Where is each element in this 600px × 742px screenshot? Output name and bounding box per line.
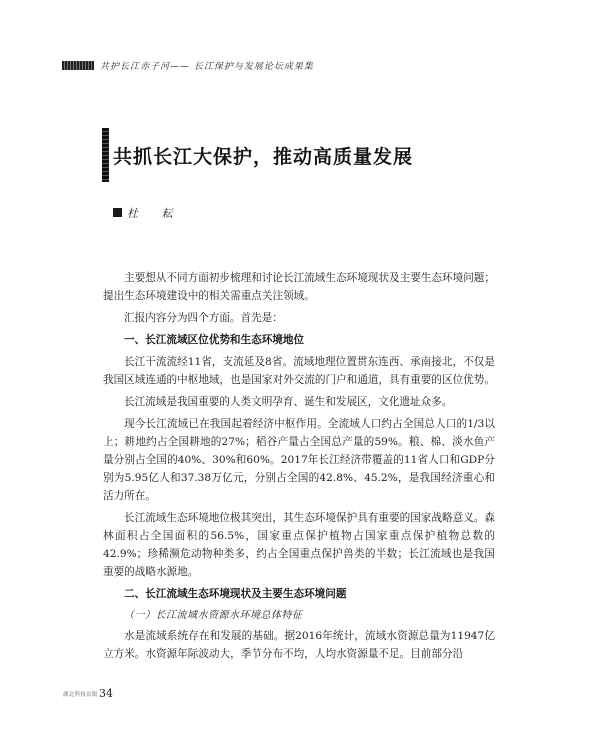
paragraph: 长江流域是我国重要的人类文明孕育、诞生和发展区，文化遗址众多。	[124, 396, 453, 408]
publisher-logo: 湖北科技出版	[63, 692, 98, 698]
subsection-heading: （一）长江流域水资源水环境总体特征	[124, 610, 303, 621]
title-accent-bar	[102, 128, 109, 182]
running-header	[62, 59, 542, 73]
paragraph: 长江流域生态环境地位极其突出，其生态环境保护具有重要的国家战略意义。森林面积占全国面积的56.5%，国家重点保护植物占国家重点保护植物总数的42.9%；珍稀濒危动物种类多，约占全国重点保护兽类的半数；长江流域也是我国重要的战略水源地。	[103, 512, 495, 578]
paragraph: 汇报内容分为四个方面。首先是：	[124, 312, 283, 324]
page-number: 34	[99, 687, 113, 700]
author-marker-icon	[113, 208, 122, 217]
paragraph: 现今长江流域已在我国起着经济中枢作用。全流域人口约占全国总人口的1/3以上；耕地约占全国耕地的27%；稻谷产量占全国总产量的59%。粮、棉、淡水鱼产量分别占全国的40%、30%和60%。2017年长江经济带覆盖的11省人口和GDP分别为5.95亿人和37.38万亿元，分别占全国的42.8%、45.2%，是我国经济重心和活力所在。	[103, 418, 495, 502]
author-name: 杜 耘	[127, 207, 183, 220]
article-body	[103, 269, 495, 667]
paragraph: 长江干流流经11省，支流延及8省。流域地理位置贯东连西、承南接北，不仅是我国区域连通的中枢地域，也是国家对外交流的门户和通道，具有重要的区位优势。	[103, 356, 495, 386]
running-title: 共护长江赤子河—— 长江保护与发展论坛成果集	[100, 62, 314, 72]
section-heading: 一、长江流域区位优势和生态环境地位	[124, 334, 305, 346]
paragraph: 水是流域系统存在和发展的基础。据2016年统计，流域水资源总量为11947亿立方米。水资源年际波动大，季节分布不均，人均水资源量不足。目前部分沿	[103, 630, 495, 660]
article-title: 共抓长江大保护，推动高质量发展	[113, 146, 414, 168]
paragraph: 主要想从不同方面初步梳理和讨论长江流域生态环境现状及主要生态环境问题；提出生态环境建设中的相关需重点关注领域。	[103, 272, 495, 302]
header-decoration	[62, 61, 94, 70]
section-heading: 二、长江流域生态环境现状及主要生态环境问题	[124, 588, 347, 600]
